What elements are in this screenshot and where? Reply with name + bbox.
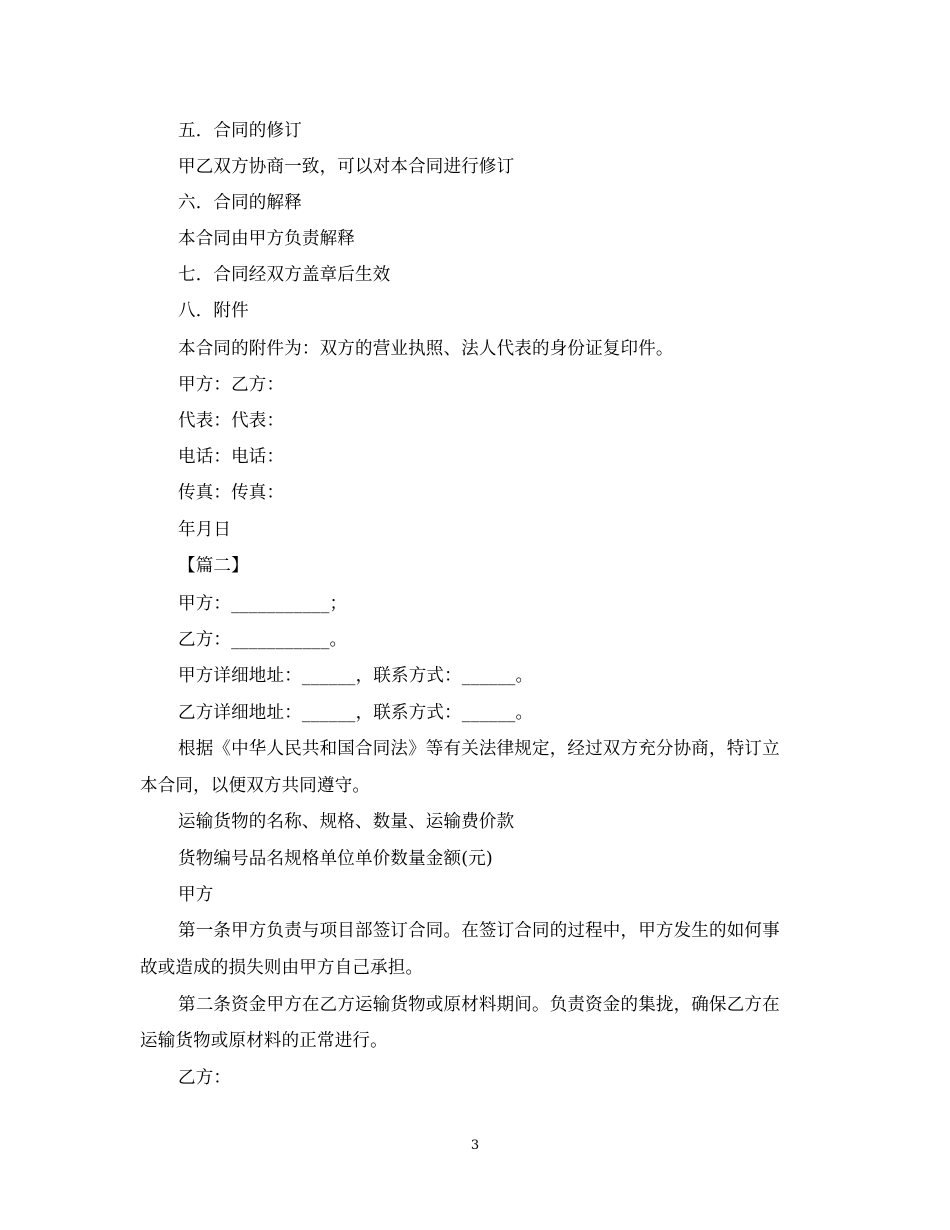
page-number: 3 (470, 1138, 480, 1153)
table-header-line: 货物编号品名规格单位单价数量金额(元) (178, 849, 493, 869)
party-a-address-field: 甲方详细地址：______，联系方式：______。 (178, 666, 534, 686)
paragraph-line: 本合同的附件为：双方的营业执照、法人代表的身份证复印件。 (178, 339, 674, 359)
signature-phone-line: 电话：电话： (178, 447, 285, 467)
paragraph-line: 甲方 (178, 885, 214, 905)
signature-party-line: 甲方：乙方： (178, 375, 285, 395)
clause-line: 故或造成的损失则由甲方自己承担。 (140, 958, 424, 978)
paragraph-line: 本合同由甲方负责解释 (178, 229, 355, 249)
paragraph-line: 运输货物的名称、规格、数量、运输费价款 (178, 812, 515, 832)
section-heading-effect: 七．合同经双方盖章后生效 (178, 265, 391, 285)
signature-fax-line: 传真：传真： (178, 483, 285, 503)
paragraph-line: 甲乙双方协商一致，可以对本合同进行修订 (178, 157, 515, 177)
paragraph-line: 根据《中华人民共和国合同法》等有关法律规定，经过双方充分协商，特订立 (178, 739, 780, 759)
party-a-field: 甲方：___________； (178, 594, 348, 614)
section-heading-amendment: 五．合同的修订 (178, 121, 302, 141)
part-heading: 【篇二】 (178, 556, 249, 576)
clause-line: 第二条资金甲方在乙方运输货物或原材料期间。负责资金的集拢，确保乙方在 (178, 995, 780, 1015)
paragraph-line: 本合同，以便双方共同遵守。 (140, 776, 371, 796)
party-b-address-field: 乙方详细地址：______，联系方式：______。 (178, 703, 534, 723)
section-heading-interpretation: 六．合同的解释 (178, 193, 302, 213)
clause-line: 运输货物或原材料的正常进行。 (140, 1031, 388, 1051)
section-heading-attachments: 八．附件 (178, 301, 249, 321)
paragraph-line: 乙方： (178, 1068, 232, 1088)
clause-line: 第一条甲方负责与项目部签订合同。在签订合同的过程中，甲方发生的如何事 (178, 921, 780, 941)
party-b-field: 乙方：___________。 (178, 630, 348, 650)
signature-representative-line: 代表：代表： (178, 411, 285, 431)
signature-date-line: 年月日 (178, 520, 232, 540)
